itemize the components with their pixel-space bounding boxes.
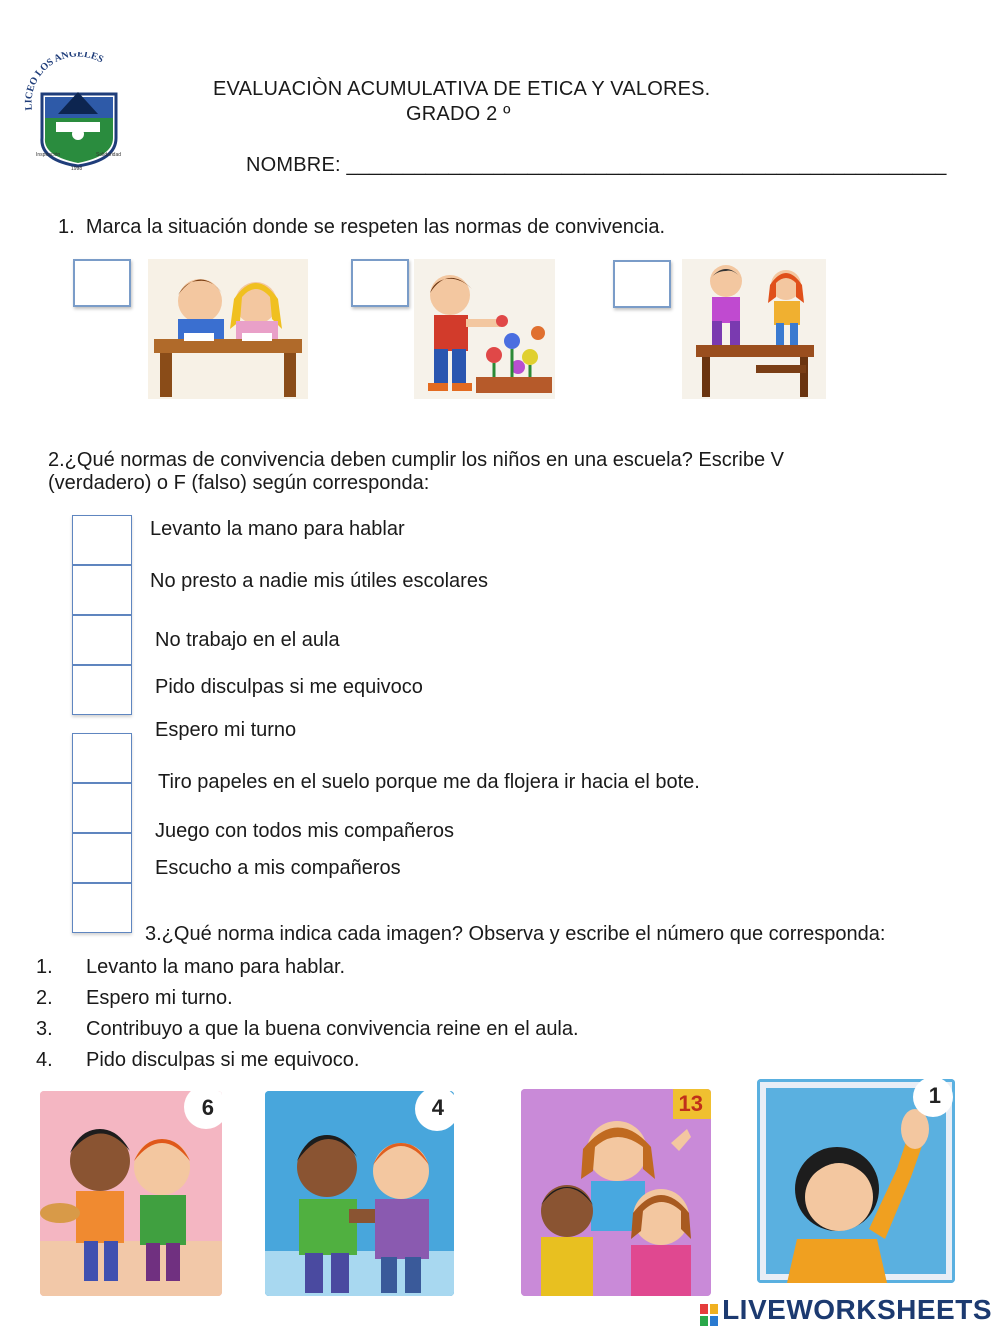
logo-school-name: LICEO LOS ANGELES <box>23 52 106 111</box>
svg-text:1998: 1998 <box>71 166 83 172</box>
boy-damaging-flowers-illustration <box>414 259 555 399</box>
statement-8: Escucho a mis compañeros <box>155 857 401 879</box>
statement-4: Pido disculpas si me equivoco <box>155 676 423 698</box>
vf-answer-box-8[interactable] <box>72 883 132 933</box>
vf-answer-box-4[interactable] <box>72 665 132 715</box>
card-badge: 6 <box>201 1095 214 1120</box>
page-title: EVALUACIÒN ACUMULATIVA DE ETICA Y VALORES. <box>213 78 711 100</box>
q1-checkbox-1[interactable] <box>73 259 131 307</box>
svg-text:Inspiración: Inspiración <box>36 152 61 158</box>
statement-1: Levanto la mano para hablar <box>150 518 405 540</box>
statement-5: Espero mi turno <box>155 719 297 741</box>
card-badge: 1 <box>928 1083 941 1108</box>
name-label: NOMBRE: _____________________________________________________ <box>246 154 947 176</box>
vf-answer-box-2[interactable] <box>72 565 132 615</box>
statement-6: Tiro papeles en el suelo porque me da flojera ir hacia el bote. <box>158 771 700 793</box>
question-2-line-1: 2.¿Qué normas de convivencia deben cumplir los niños en una escuela? Escribe V <box>48 449 784 471</box>
question-2-line-2: (verdadero) o F (falso) según corresponda: <box>48 472 430 494</box>
vf-answer-box-6[interactable] <box>72 783 132 833</box>
children-laughing-card <box>521 1089 711 1296</box>
statement-3: No trabajo en el aula <box>155 629 340 651</box>
statement-2: No presto a nadie mis útiles escolares <box>150 570 488 592</box>
vf-answer-box-1[interactable] <box>72 515 132 565</box>
card-badge: 13 <box>678 1091 703 1116</box>
question-3: 3.¿Qué norma indica cada imagen? Observa y escribe el número que corresponda: <box>145 923 886 945</box>
children-writing-at-desk-illustration <box>148 259 308 399</box>
vf-answer-box-5[interactable] <box>72 733 132 783</box>
liveworksheets-icon <box>700 1301 718 1323</box>
child-offering-bowl-card <box>40 1091 222 1296</box>
boy-apologizing-card <box>265 1091 454 1296</box>
school-logo <box>20 52 135 174</box>
grade-label: GRADO 2 º <box>406 103 511 125</box>
children-standing-on-desk-illustration <box>682 259 826 399</box>
svg-text:Solidaridad: Solidaridad <box>96 152 122 158</box>
q1-checkbox-3[interactable] <box>613 260 671 308</box>
vf-answer-box-7[interactable] <box>72 833 132 883</box>
liveworksheets-logo: LIVEWORKSHEETS <box>700 1294 992 1326</box>
statement-7: Juego con todos mis compañeros <box>155 820 455 842</box>
name-input-line[interactable]: _____________________________________________________ <box>346 154 947 176</box>
q1-checkbox-2[interactable] <box>351 259 409 307</box>
question-1: 1. Marca la situación donde se respeten las normas de convivencia. <box>58 216 666 238</box>
card-badge: 4 <box>431 1095 444 1120</box>
girl-raising-hand-card <box>757 1079 955 1283</box>
vf-answer-box-3[interactable] <box>72 615 132 665</box>
